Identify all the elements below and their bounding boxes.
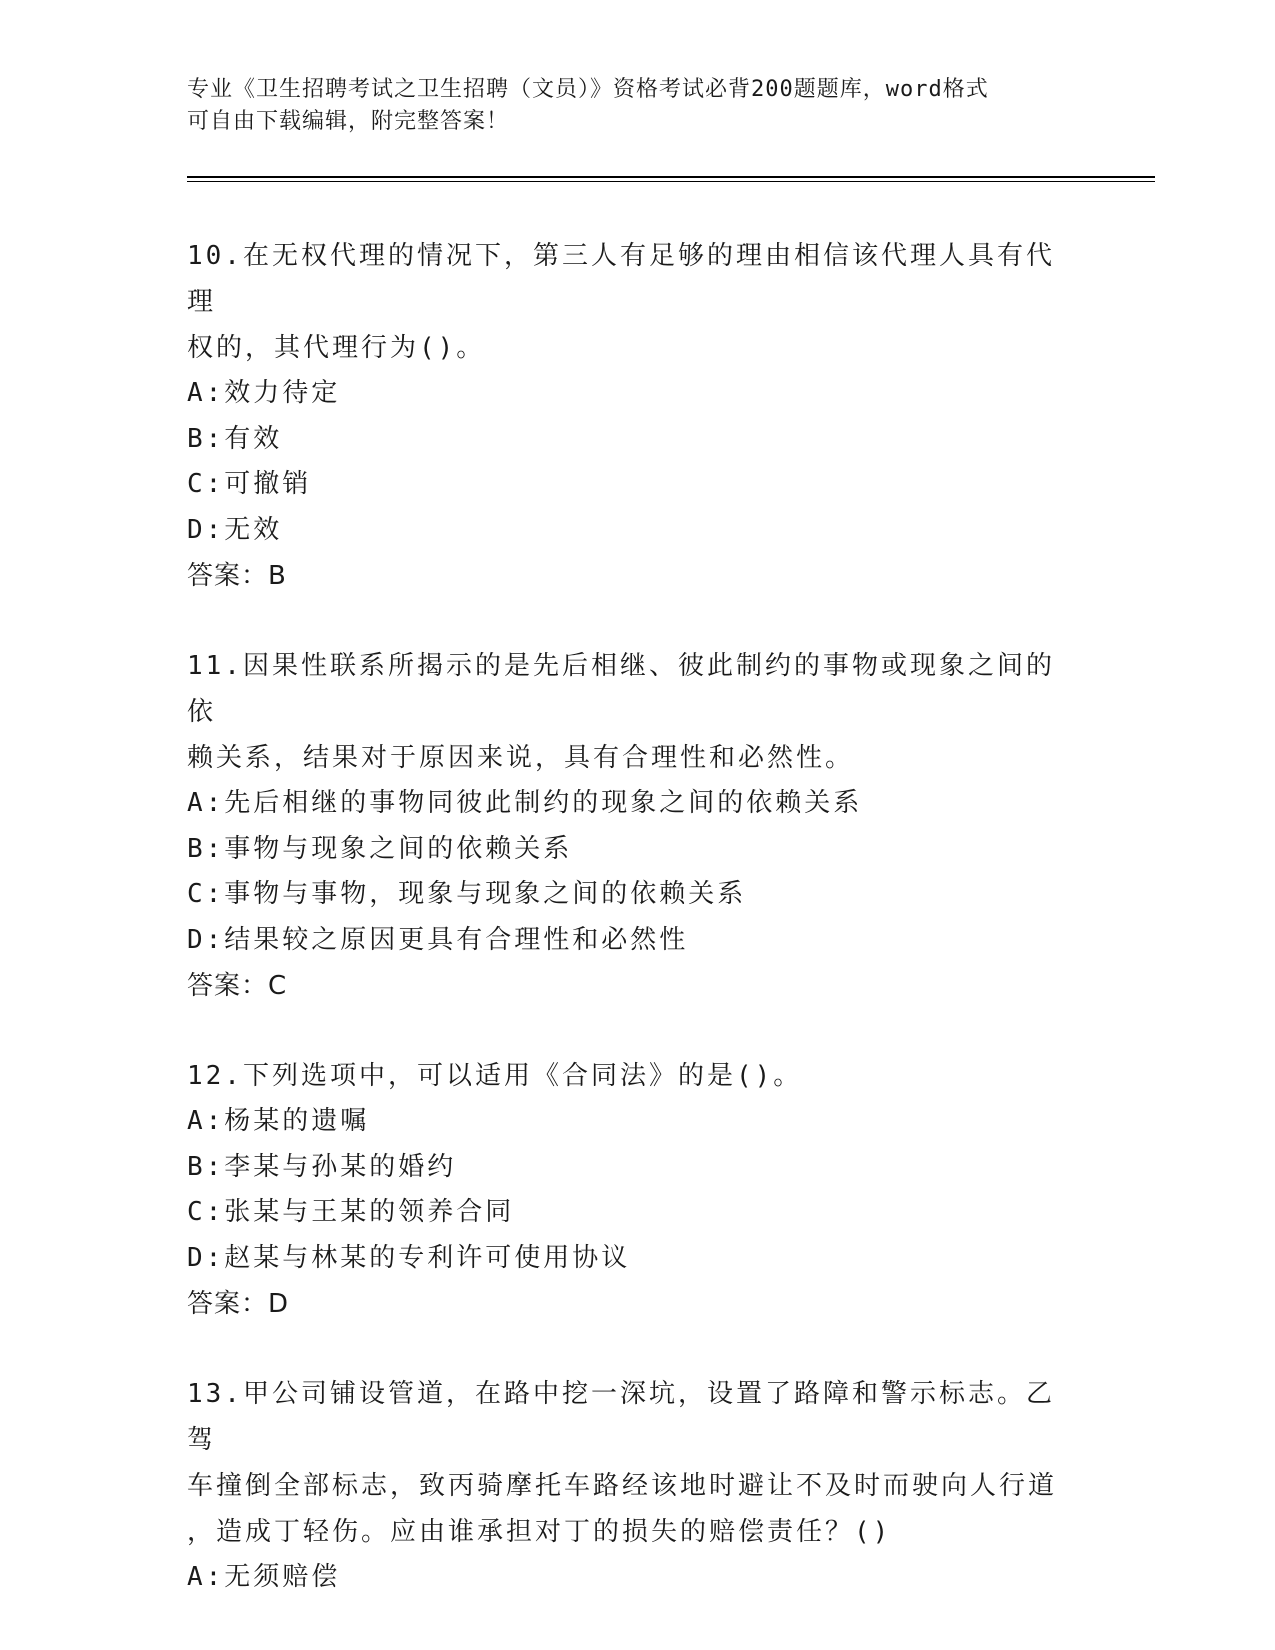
question-list <box>187 233 1077 1645</box>
option-c: C:可撤销 <box>187 469 312 499</box>
header-line-2: 可自由下载编辑，附完整答案！ <box>187 109 510 134</box>
option-b: B:李某与孙某的婚约 <box>187 1151 457 1182</box>
option-a: A:杨某的遗嘱 <box>187 1106 370 1136</box>
option-d: D:无效 <box>187 514 283 545</box>
header-line-1: 专业《卫生招聘考试之卫生招聘（文员）》资格考试必背200题题库，word格式 <box>187 77 989 102</box>
question-13 <box>187 1371 1077 1601</box>
option-c: C:事物与事物，现象与现象之间的依赖关系 <box>187 879 747 909</box>
question-text-line: 车撞倒全部标志，致丙骑摩托车路经该地时避让不及时而驶向人行道 <box>187 1471 1058 1501</box>
option-a: A:效力待定 <box>187 378 341 408</box>
option-a: A:先后相继的事物同彼此制约的现象之间的依赖关系 <box>187 788 863 818</box>
option-a: A:无须赔偿 <box>187 1562 341 1592</box>
question-text-line: 权的，其代理行为()。 <box>187 333 486 363</box>
option-b: B:事物与现象之间的依赖关系 <box>187 833 573 864</box>
question-text-line: 赖关系，结果对于原因来说，具有合理性和必然性。 <box>187 743 855 773</box>
option-b: B:有效 <box>187 423 283 454</box>
header-rule-thick <box>187 176 1155 178</box>
question-text-line: 13.甲公司铺设管道，在路中挖一深坑，设置了路障和警示标志。乙驾 <box>187 1379 1055 1455</box>
question-11 <box>187 643 1077 1009</box>
question-10 <box>187 233 1077 599</box>
option-d: D:赵某与林某的专利许可使用协议 <box>187 1242 631 1273</box>
header-rule-thin <box>187 181 1155 182</box>
question-text-line: 12.下列选项中，可以适用《合同法》的是()。 <box>187 1061 803 1091</box>
question-12 <box>187 1053 1077 1327</box>
question-text-line: 11.因果性联系所揭示的是先后相继、彼此制约的事物或现象之间的依 <box>187 651 1055 727</box>
answer-label: 答案：C <box>187 971 288 1001</box>
document-header <box>187 74 1067 138</box>
question-text-line: ，造成丁轻伤。应由谁承担对丁的损失的赔偿责任？() <box>187 1517 892 1547</box>
option-c: C:张某与王某的领养合同 <box>187 1197 515 1227</box>
answer-label: 答案：D <box>187 1289 290 1319</box>
answer-label: 答案：B <box>187 561 287 591</box>
question-text-line: 10.在无权代理的情况下，第三人有足够的理由相信该代理人具有代理 <box>187 241 1055 317</box>
option-d: D:结果较之原因更具有合理性和必然性 <box>187 924 689 955</box>
